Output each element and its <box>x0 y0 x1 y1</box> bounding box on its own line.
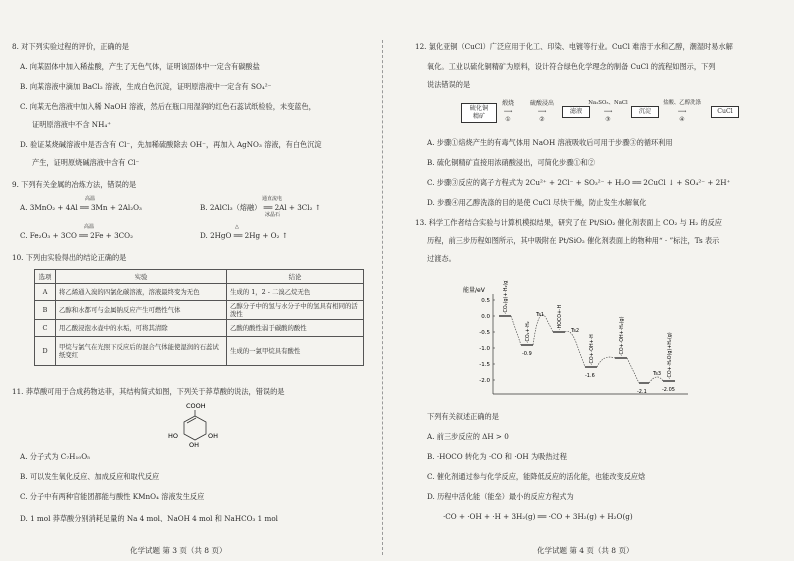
table-cell: 乙醇分子中的氢与水分子中的氢具有相同的活泼性 <box>227 301 364 320</box>
flow-arrow-3-label: Na₂SO₃、NaCl <box>588 100 628 106</box>
table-cell: D <box>35 337 56 366</box>
q11-option-c: C. 分子中有两种官能团都能与酸性 KMnO₄ 溶液发生反应 <box>20 492 205 501</box>
ts-label: Ts1 <box>536 312 545 318</box>
y-tick: -1.0 <box>479 346 490 352</box>
q12-stem-line2: 氧化。工业以硫化铜精矿为原料，设计符合绿色化学理念的制备 CuCl 的流程如图示，下列 <box>427 62 716 71</box>
table-cell: A <box>35 284 56 301</box>
q12-option-a: A. 步骤①焙烧产生的有毒气体用 NaOH 溶液吸收后可用于步骤③的循环利用 <box>427 138 673 147</box>
ho-label: HO <box>168 432 179 440</box>
table-row <box>35 320 364 337</box>
flow-arrow-2: ⟶ <box>537 108 547 115</box>
q8-option-d-line2: 产生，证明原烧碱溶液中含有 Cl⁻ <box>32 158 140 167</box>
q8-option-c-line1: C. 向某无色溶液中加入稀 NaOH 溶液，然后在瓶口用湿润的红色石蕊试纸检验，未变蓝色， <box>20 102 316 111</box>
q9-option-a: A. 3MnO₂ + 4Al ══ 3Mn + 2Al₂O₃ <box>20 203 142 212</box>
q12-stem-line1: 12. 氯化亚铜（CuCl）广泛应用于化工、印染、电镀等行业。CuCl 难溶于水和乙醇，潮湿时易水解 <box>415 42 733 51</box>
table-row <box>35 284 364 301</box>
energy-value: -2.05 <box>662 387 675 393</box>
q9-b-condition-top: 通直流电 <box>262 196 283 202</box>
species-label: ·CO+·OH+·H₂(g) <box>620 316 625 356</box>
table-header-row <box>35 270 364 284</box>
table-cell: 将乙烯通入溴的四氯化碳溶液，溶液最终变为无色 <box>56 284 227 301</box>
flow-arrow-4: ⟶ <box>677 108 687 115</box>
flow-arrow-1: ⟶ <box>503 108 513 115</box>
flow-arrow-4-label: 盐酸、乙醇洗涤 <box>663 100 701 106</box>
table-cell: C <box>35 320 56 337</box>
q13-option-c: C. 催化剂通过参与化学反应，能降低反应的活化能，也能改变反应焓 <box>427 472 646 481</box>
q8-option-c-line2: 证明原溶液中不含 NH₄⁺ <box>32 120 112 129</box>
table-cell: 生成的一氯甲烷具有酸性 <box>227 337 364 366</box>
q9-c-condition: 高温 <box>84 224 95 230</box>
q9-option-d: D. 2HgO ══ 2Hg + O₂ ↑ <box>200 231 288 240</box>
flow-arrow-3: ⟶ <box>603 108 613 115</box>
q10-table <box>34 269 364 366</box>
flow-arrow-3-step: ③ <box>605 116 611 123</box>
q11-stem: 11. 莽草酸可用于合成药物达菲，其结构简式如图，下列关于莽草酸的说法，错误的是 <box>12 387 285 396</box>
q13-stem-line1: 13. 科学工作者结合实验与计算机模拟结果，研究了在 Pt/SiO₂ 催化剂表面上 CO₂ 与 H₂ 的反应 <box>415 218 722 227</box>
q9-stem: 9. 下列有关金属的冶炼方法，错误的是 <box>12 180 137 189</box>
q9-a-condition: 高温 <box>85 196 96 202</box>
table-row <box>35 301 364 320</box>
flow-arrow-2-label: 硫酸浸出 <box>529 100 554 107</box>
q8-option-d-line1: D. 验证某烧碱溶液中是否含有 Cl⁻，先加稀硫酸除去 OH⁻，再加入 AgNO₃ 溶液，有白色沉淀 <box>20 140 322 149</box>
table-cell: 甲烷与氯气在光照下反应后的混合气体能使湿润的石蕊试纸变红 <box>56 337 227 366</box>
shikimic-acid-structure <box>150 400 240 448</box>
q13-question: 下列有关叙述正确的是 <box>427 412 499 421</box>
page-divider <box>382 40 384 555</box>
footer-left: 化学试题 第 3 页（共 8 页） <box>130 545 227 555</box>
flow-box-cucl: CuCl <box>711 106 739 118</box>
table-cell: 用乙酸浸泡水壶中的水垢，可将其清除 <box>56 320 227 337</box>
right-page <box>397 0 794 561</box>
q8-stem: 8. 对下列实验过程的评价，正确的是 <box>12 42 129 51</box>
ts-label: Ts3 <box>653 371 662 377</box>
table-cell: 乙酸的酸性弱于碳酸的酸性 <box>227 320 364 337</box>
y-tick: 0.5 <box>481 298 490 304</box>
q13-option-d: D. 历程中活化能（能垒）最小的反应方程式为 <box>427 492 574 501</box>
q12-option-b: B. 硫化铜精矿直接用浓硝酸浸出，可简化步骤①和② <box>427 158 595 167</box>
table-header: 实验 <box>56 270 227 284</box>
table-cell: B <box>35 301 56 320</box>
q13-option-d-equation: ·CO + ·OH + ·H + 3H₂(g) ══ ·CO + 3H₂(g) + H₂O(g) <box>443 512 633 521</box>
energy-value: -2.1 <box>637 389 647 395</box>
q11-option-a: A. 分子式为 C₇H₁₀O₅ <box>20 452 90 461</box>
flow-box-precipitate: 沉淀 <box>631 106 659 118</box>
y-axis-label: 能量/eV <box>463 287 485 294</box>
q12-stem-line3: 说法错误的是 <box>427 80 471 89</box>
q10-stem: 10. 下列由实验得出的结论正确的是 <box>12 253 127 262</box>
y-tick: -0.5 <box>479 330 490 336</box>
footer-right: 化学试题 第 4 页（共 8 页） <box>537 545 634 555</box>
q9-b-condition-bottom: 冰晶石 <box>265 212 281 218</box>
flow-arrow-2-step: ② <box>539 116 545 123</box>
q12-option-d: D. 步骤④用乙醇洗涤的目的是使 CuCl 尽快干燥，防止发生水解氧化 <box>427 198 647 207</box>
y-tick: -1.5 <box>479 362 490 368</box>
q13-option-b: B. ·HOCO 转化为 ·CO 和 ·OH 为吸热过程 <box>427 452 567 461</box>
table-header: 选项 <box>35 270 56 284</box>
species-label: ·CO+·OH+·H <box>590 334 595 365</box>
y-tick: -2.0 <box>479 378 490 384</box>
oh-label-bottom: OH <box>189 441 200 448</box>
energy-value: -0.9 <box>522 351 532 357</box>
oh-label-right: OH <box>208 432 219 440</box>
flow-arrow-1-label: 煅烧 <box>501 100 514 107</box>
flow-arrow-4-step: ④ <box>679 116 685 123</box>
y-tick: 0.0 <box>481 314 490 320</box>
flow-arrow-1-step: ① <box>505 116 511 123</box>
q9-option-b: B. 2AlCl₃（熔融） ══ 2Al + 3Cl₂ ↑ <box>200 203 321 212</box>
q13-stem-line3: 过渡态。 <box>427 254 456 263</box>
q13-option-a: A. 前三步反应的 ΔH > 0 <box>427 432 509 441</box>
q8-option-a: A. 向某固体中加入稀盐酸，产生了无色气体，证明该固体中一定含有碳酸盐 <box>20 62 260 71</box>
energy-value: -1.6 <box>585 373 595 379</box>
energy-profile-diagram <box>463 280 693 405</box>
ts-label: Ts2 <box>571 328 580 334</box>
table-row <box>35 337 364 366</box>
table-cell: 生成的 1，2 - 二溴乙烷无色 <box>227 284 364 301</box>
q11-option-d: D. 1 mol 莽草酸分别消耗足量的 Na 4 mol、NaOH 4 mol 和 NaHCO₃ 1 mol <box>20 514 278 523</box>
q13-stem-line2: 历程，前三步历程如图所示，其中吸附在 Pt/SiO₂ 催化剂表面上的物种用“ · ”标注，Ts 表示 <box>427 236 720 245</box>
flow-box-ore: 硫化铜 精矿 <box>461 103 497 123</box>
q12-option-c: C. 步骤③反应的离子方程式为 2Cu²⁺ + 2Cl⁻ + SO₃²⁻ + H₂O ══ 2CuCl ↓ + SO₄²⁻ + 2H⁺ <box>427 178 731 187</box>
q9-option-c: C. Fe₂O₃ + 3CO ══ 2Fe + 3CO₂ <box>20 231 133 240</box>
table-header: 结论 <box>227 270 364 284</box>
table-cell: 乙醇和水都可与金属钠反应产生可燃性气体 <box>56 301 227 320</box>
cooh-label: COOH <box>186 402 206 410</box>
q11-option-b: B. 可以发生氧化反应、加成反应和取代反应 <box>20 472 160 481</box>
flow-box-filtrate: 滤液 <box>562 106 590 118</box>
q9-d-condition: △ <box>235 224 239 230</box>
species-label: ·CO+·H₂O(g)+H₂(g) <box>668 332 673 379</box>
species-label: ·CO₂+·H₂ <box>526 321 531 343</box>
q8-option-b: B. 向某溶液中滴加 BaCl₂ 溶液，生成白色沉淀，证明原溶液中一定含有 SO₄²⁻ <box>20 82 272 91</box>
species-label: ·HOCO+·H <box>558 304 563 330</box>
species-label: ·CO₂(g)+·H₂(g) <box>504 280 509 314</box>
